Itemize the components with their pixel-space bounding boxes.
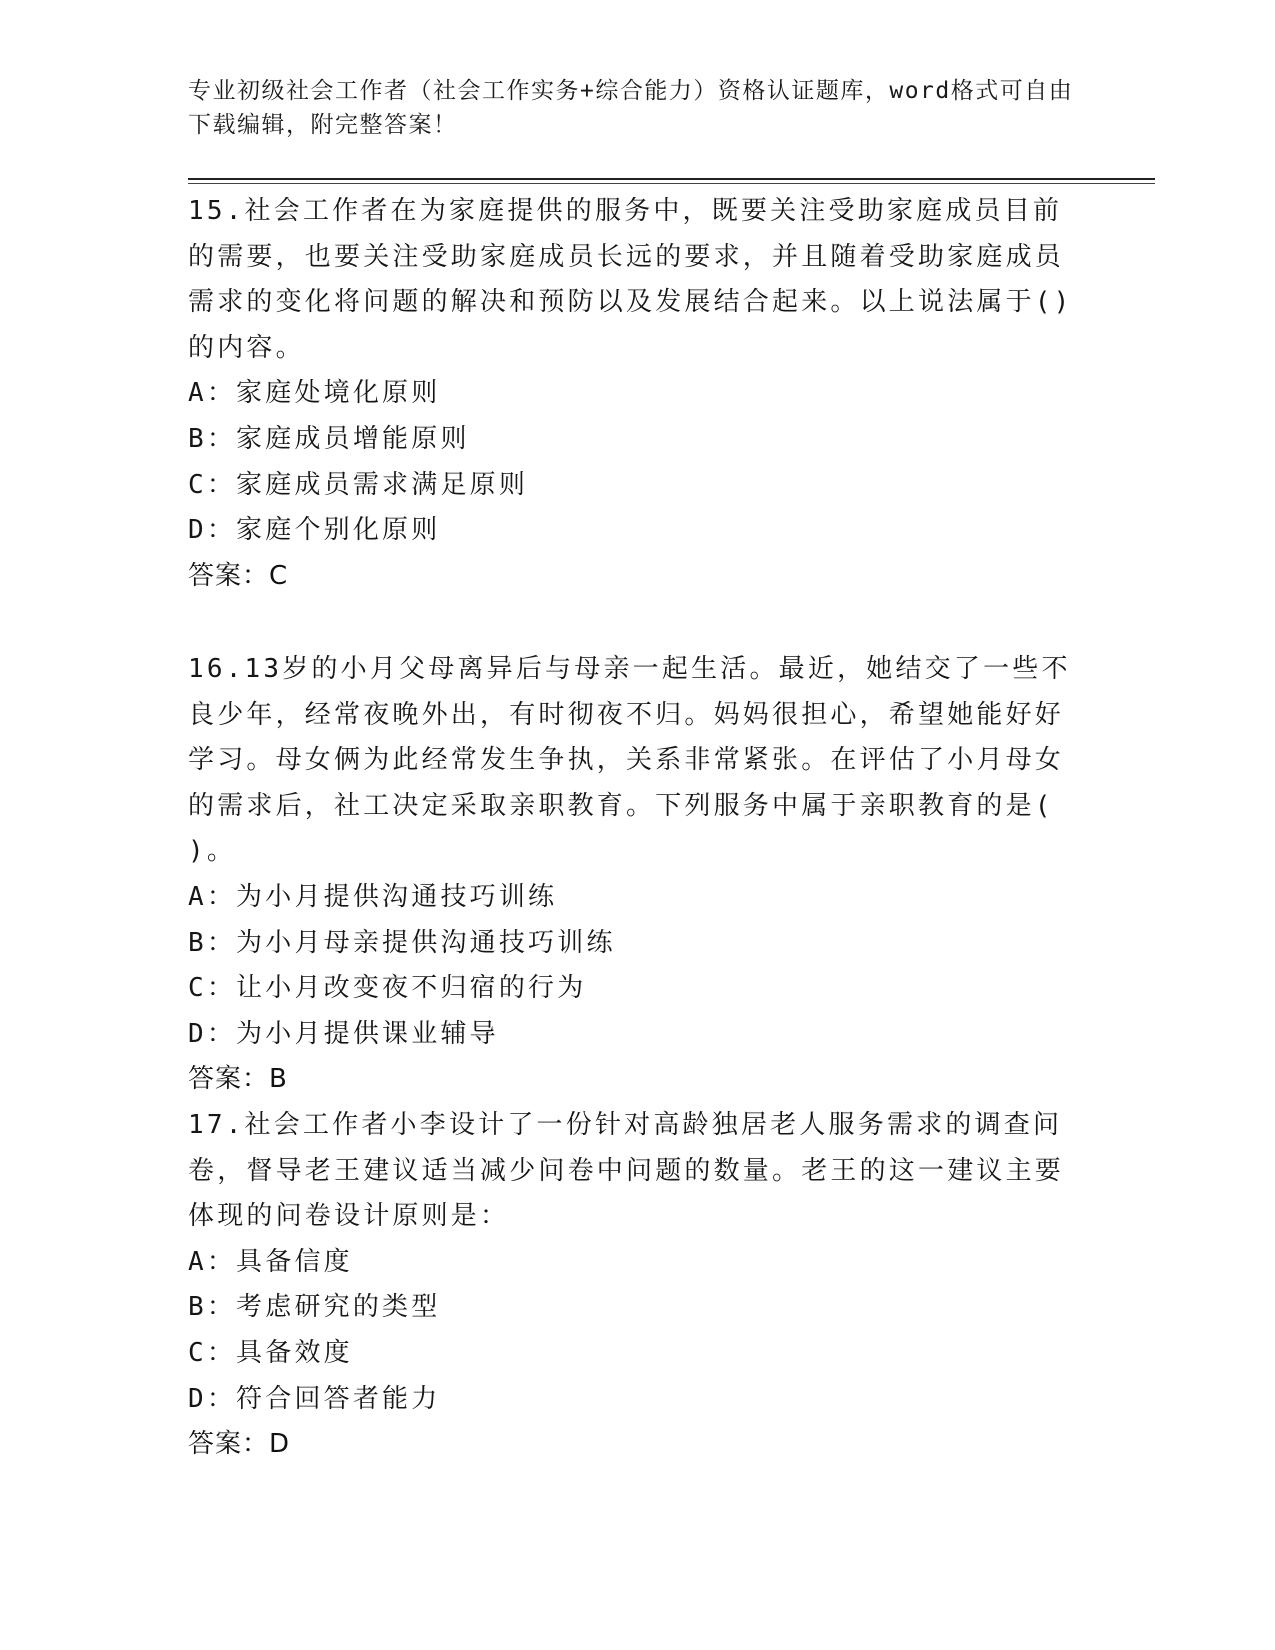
option-list	[188, 1240, 1088, 1422]
answer: 答案：B	[188, 1064, 288, 1095]
option-b: B：为小月母亲提供沟通技巧训练	[188, 927, 616, 958]
question-stem: 16.13岁的小月父母离异后与母亲一起生活。最近，她结交了一些不良少年，经常夜晚外出，有时彻夜不归。妈妈很担心，希望她能好好学习。母女俩为此经常发生争执，关系非常紧张。在评估了小月母女的需求后，社工决定采取亲职教育。下列服务中属于亲职教育的是( )。	[188, 654, 1071, 867]
question-16	[188, 647, 1088, 1103]
answer: 答案：C	[188, 560, 289, 591]
option-c: C：具备效度	[188, 1337, 353, 1368]
question-stem: 15.社会工作者在为家庭提供的服务中，既要关注受助家庭成员目前的需要，也要关注受助家庭成员长远的要求，并且随着受助家庭成员需求的变化将问题的解决和预防以及发展结合起来。以上说法属于()的内容。	[188, 196, 1073, 363]
option-list	[188, 371, 1088, 553]
answer: 答案：D	[188, 1429, 291, 1460]
option-list	[188, 875, 1088, 1057]
option-d: D：符合回答者能力	[188, 1383, 441, 1414]
option-d: D：为小月提供课业辅导	[188, 1018, 499, 1049]
header-divider-thick	[188, 178, 1155, 180]
page-header: 专业初级社会工作者（社会工作实务+综合能力）资格认证题库，word格式可自由下载编辑，附完整答案！	[188, 78, 1074, 138]
option-a: A：家庭处境化原则	[188, 378, 441, 409]
header-divider-thin	[188, 183, 1155, 184]
option-c: C：家庭成员需求满足原则	[188, 469, 529, 500]
option-b: B：家庭成员增能原则	[188, 423, 470, 454]
option-c: C：让小月改变夜不归宿的行为	[188, 973, 587, 1004]
question-17	[188, 1103, 1088, 1468]
option-d: D：家庭个别化原则	[188, 515, 441, 546]
option-b: B：考虑研究的类型	[188, 1292, 441, 1323]
option-a: A：具备信度	[188, 1246, 353, 1277]
question-stem: 17.社会工作者小李设计了一份针对高龄独居老人服务需求的调查问卷，督导老王建议适当减少问卷中问题的数量。老王的这一建议主要体现的问卷设计原则是：	[188, 1110, 1065, 1232]
question-15	[188, 189, 1088, 599]
option-a: A：为小月提供沟通技巧训练	[188, 881, 558, 912]
